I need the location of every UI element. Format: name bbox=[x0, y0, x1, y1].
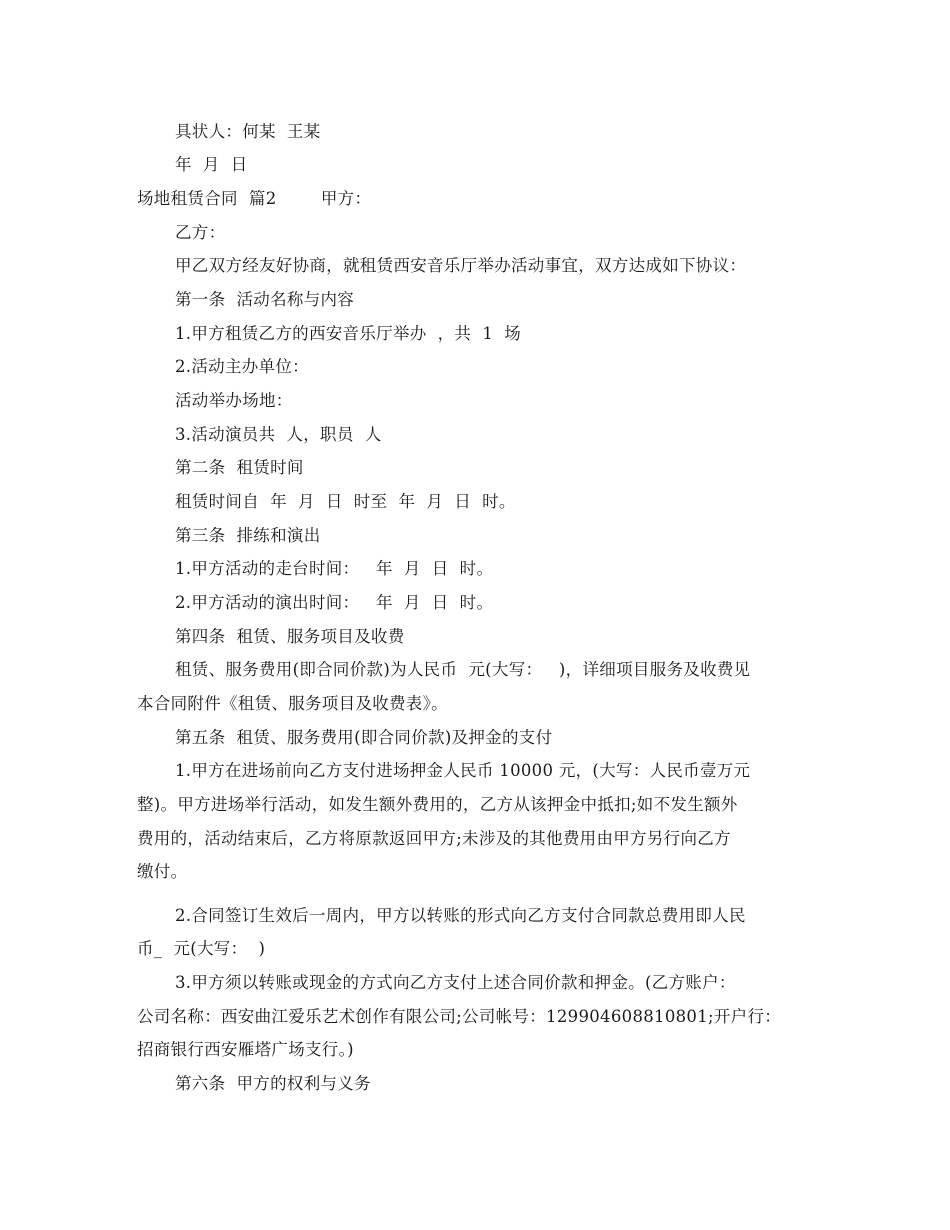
article-5-item-1-a: 1.甲方在进场前向乙方支付进场押金人民币 10000 元，(大写：人民币壹万元 bbox=[175, 761, 751, 780]
article-5-item-1-d: 缴付。 bbox=[137, 862, 188, 881]
article-6-title: 第六条 甲方的权利与义务 bbox=[175, 1074, 371, 1093]
article-4-body-1: 租赁、服务费用(即合同价款)为人民币 元(大写： )，详细项目服务及收费见 bbox=[175, 660, 751, 679]
party-b-line: 乙方： bbox=[175, 223, 226, 242]
article-1-item-3: 3.活动演员共 人，职员 人 bbox=[175, 425, 382, 444]
article-3-item-2: 2.甲方活动的演出时间： 年 月 日 时。 bbox=[175, 593, 494, 612]
article-4-title: 第四条 租赁、服务项目及收费 bbox=[175, 627, 405, 646]
article-5-title: 第五条 租赁、服务费用(即合同价款)及押金的支付 bbox=[175, 728, 553, 747]
date-blank-line: 年 月 日 bbox=[175, 155, 248, 174]
petitioner-line: 具状人：何某 王某 bbox=[175, 122, 321, 141]
article-3-title: 第三条 排练和演出 bbox=[175, 526, 321, 545]
preamble-paragraph: 甲乙双方经友好协商，就租赁西安音乐厅举办活动事宜，双方达成如下协议： bbox=[175, 256, 747, 275]
article-3-item-1: 1.甲方活动的走台时间： 年 月 日 时。 bbox=[175, 559, 494, 578]
article-5-item-3-a: 3.甲方须以转账或现金的方式向乙方支付上述合同价款和押金。(乙方账户： bbox=[175, 973, 736, 992]
article-1-item-2: 2.活动主办单位： bbox=[175, 357, 309, 376]
contract-heading: 场地租赁合同 篇2 甲方： bbox=[137, 189, 372, 208]
article-5-item-2-a: 2.合同签订生效后一周内，甲方以转账的形式向乙方支付合同款总费用即人民 bbox=[175, 906, 746, 925]
article-5-item-3-c: 招商银行西安雁塔广场支行。) bbox=[137, 1040, 354, 1059]
article-2-body: 租赁时间自 年 月 日 时至 年 月 日 时。 bbox=[175, 492, 516, 511]
article-4-body-2: 本合同附件《租赁、服务项目及收费表》。 bbox=[137, 694, 448, 713]
article-1-item-1: 1.甲方租赁乙方的西安音乐厅举办 ，共 1 场 bbox=[175, 324, 522, 343]
article-2-title: 第二条 租赁时间 bbox=[175, 458, 304, 477]
article-5-item-1-b: 整)。甲方进场举行活动，如发生额外费用的，乙方从该押金中抵扣;如不发生额外 bbox=[137, 795, 738, 814]
article-5-item-1-c: 费用的，活动结束后，乙方将原款返回甲方;未涉及的其他费用由甲方另行向乙方 bbox=[137, 829, 731, 848]
article-1-venue: 活动举办场地： bbox=[175, 391, 293, 410]
article-1-title: 第一条 活动名称与内容 bbox=[175, 290, 355, 309]
article-5-item-3-b: 公司名称：西安曲江爱乐艺术创作有限公司;公司帐号：129904608810801;开户行： bbox=[137, 1007, 782, 1026]
article-5-item-2-b: 币_ 元(大写： ) bbox=[137, 939, 266, 958]
